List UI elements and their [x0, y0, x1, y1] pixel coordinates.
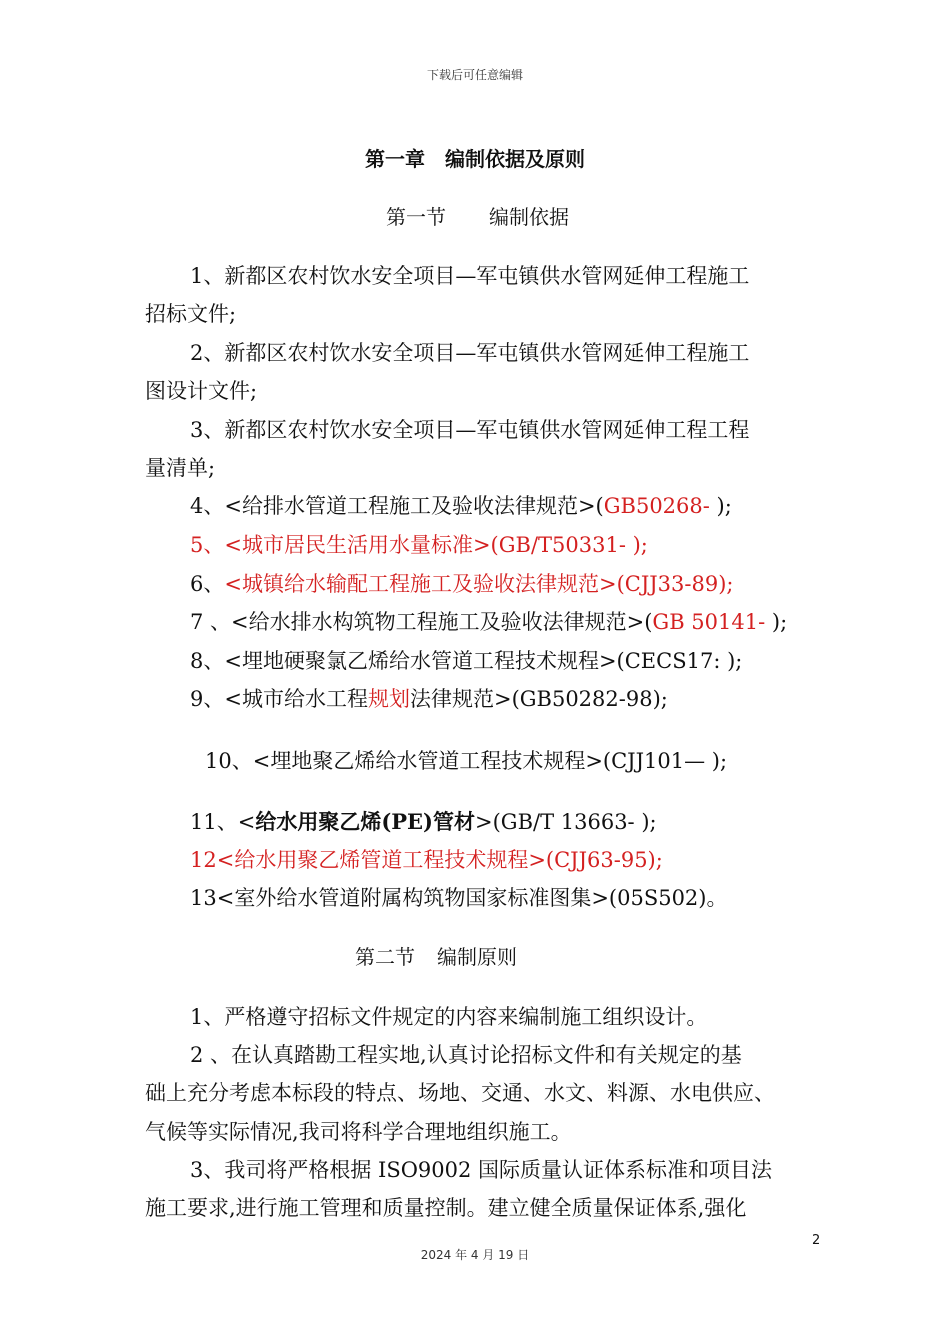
basis-item-6: 6、<城镇给水输配工程施工及验收法律规范>(CJJ33-89); [190, 572, 734, 596]
basis-item-13: 13<室外给水管道附属构筑物国家标准图集>(05S502)。 [190, 886, 728, 910]
page-number: 2 [812, 1233, 821, 1248]
section-1-title: 编制依据 [489, 205, 569, 229]
principle-2-cont-2: 气候等实际情况,我司将科学合理地组织施工。 [145, 1120, 572, 1144]
basis-item-1-cont: 招标文件; [145, 302, 237, 326]
basis-item-2: 2、新都区农村饮水安全项目—军屯镇供水管网延伸工程施工 [190, 341, 750, 365]
basis-item-3-cont: 量清单; [145, 456, 216, 480]
standard-code: GB50268- [603, 494, 710, 518]
principle-3: 3、我司将严格根据 ISO9002 国际质量认证体系标准和项目法 [190, 1158, 773, 1182]
basis-item-12: 12<给水用聚乙烯管道工程技术规程>(CJJ63-95); [190, 848, 663, 872]
page-header: 下载后可任意编辑 [426, 68, 523, 82]
standard-code: GB 50141- [652, 610, 766, 634]
basis-item-9: 9、<城市给水工程规划法律规范>(GB50282-98); [190, 687, 668, 711]
principle-2: 2 、在认真踏勘工程实地,认真讨论招标文件和有关规定的基 [190, 1043, 742, 1067]
section-2-label: 第二节 [355, 945, 415, 969]
basis-item-4: 4、<给排水管道工程施工及验收法律规范>(GB50268- ); [190, 494, 732, 518]
principle-1: 1、严格遵守招标文件规定的内容来编制施工组织设计。 [190, 1005, 708, 1029]
section-1-label: 第一节 [386, 205, 446, 229]
footer-date: 2024 年 4 月 19 日 [420, 1248, 530, 1262]
basis-item-2-cont: 图设计文件; [145, 379, 258, 403]
basis-item-10: 10、<埋地聚乙烯给水管道工程技术规程>(CJJ101— ); [205, 749, 728, 773]
basis-item-5: 5、<城市居民生活用水量标准>(GB/T50331- ); [190, 533, 648, 557]
basis-item-1: 1、新都区农村饮水安全项目—军屯镇供水管网延伸工程施工 [190, 264, 750, 288]
basis-item-7: 7 、<给水排水构筑物工程施工及验收法律规范>(GB 50141- ); [190, 610, 788, 634]
principle-2-cont: 础上充分考虑本标段的特点、场地、交通、水文、料源、水电供应、 [145, 1081, 775, 1105]
basis-item-8: 8、<埋地硬聚氯乙烯给水管道工程技术规程>(CECS17: ); [190, 649, 743, 673]
principle-3-cont: 施工要求,进行施工管理和质量控制。建立健全质量保证体系,强化 [145, 1196, 747, 1220]
basis-item-3: 3、新都区农村饮水安全项目—军屯镇供水管网延伸工程工程 [190, 418, 750, 442]
section-2-title: 编制原则 [437, 945, 517, 969]
chapter-title: 第一章 编制依据及原则 [365, 147, 585, 171]
basis-item-11: 11、<给水用聚乙烯(PE)管材>(GB/T 13663- ); [190, 809, 657, 834]
